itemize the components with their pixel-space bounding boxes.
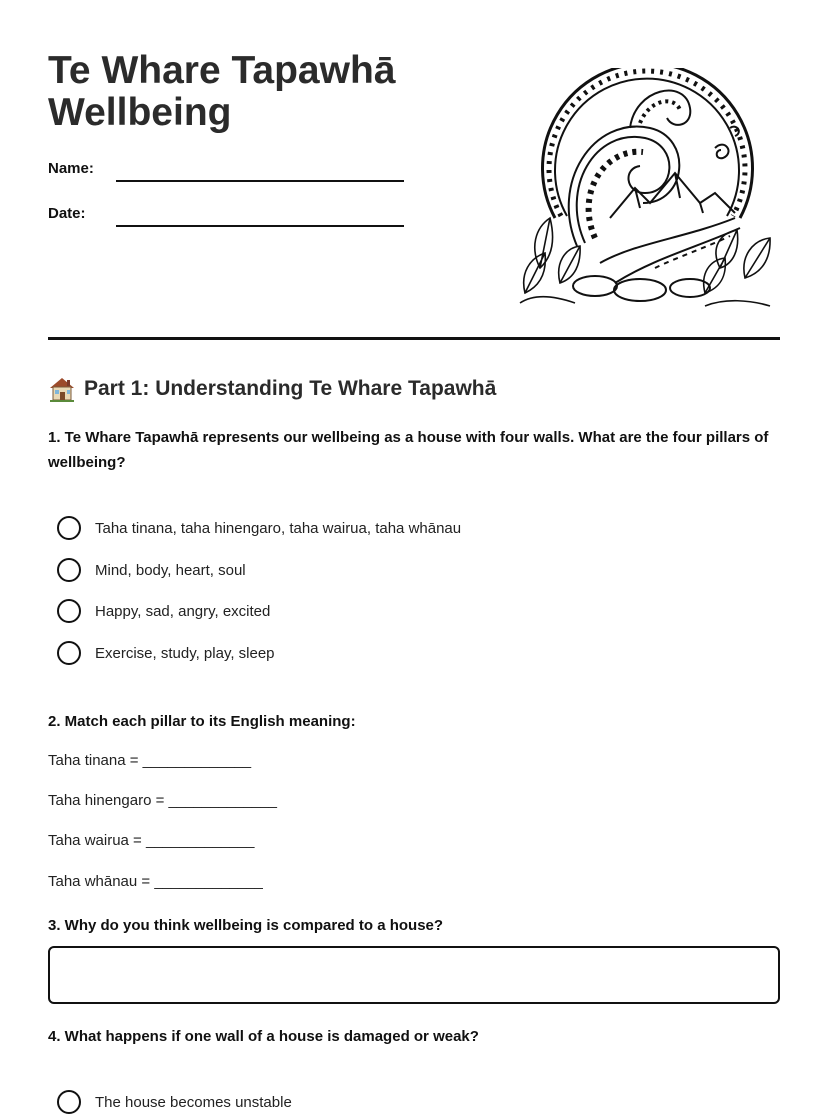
radio-button[interactable] bbox=[57, 516, 81, 540]
option-label: Happy, sad, angry, excited bbox=[95, 602, 271, 620]
question-3: 3. Why do you think wellbeing is compared to a house? bbox=[48, 917, 444, 934]
option-label: Exercise, study, play, sleep bbox=[95, 644, 275, 662]
q4-option-1[interactable] bbox=[57, 1090, 292, 1114]
question-1: 1. Te Whare Tapawhā represents our wellbeing as a house with four walls. What are the four pillars of wellbeing? bbox=[48, 429, 769, 471]
section-divider bbox=[48, 337, 780, 340]
title-line-2: Wellbeing bbox=[48, 91, 232, 134]
page-title bbox=[48, 50, 468, 134]
q1-option-2[interactable] bbox=[57, 558, 246, 582]
radio-button[interactable] bbox=[57, 641, 81, 665]
house-icon bbox=[48, 375, 76, 403]
question-2: 2. Match each pillar to its English meaning: bbox=[48, 713, 356, 730]
option-label: Mind, body, heart, soul bbox=[95, 561, 246, 579]
match-item-hinengaro[interactable]: Taha hinengaro = _____________ bbox=[48, 792, 277, 809]
part1-heading bbox=[48, 375, 496, 403]
part1-title: Part 1: Understanding Te Whare Tapawhā bbox=[84, 377, 497, 400]
name-label: Name: bbox=[48, 160, 94, 177]
radio-button[interactable] bbox=[57, 599, 81, 623]
date-field[interactable] bbox=[116, 225, 404, 227]
question-4: 4. What happens if one wall of a house is damaged or weak? bbox=[48, 1028, 479, 1045]
koru-landscape-illustration bbox=[515, 68, 775, 308]
radio-button[interactable] bbox=[57, 558, 81, 582]
q3-answer-box[interactable] bbox=[48, 946, 780, 1004]
option-label: The house becomes unstable bbox=[95, 1093, 292, 1111]
match-item-wairua[interactable]: Taha wairua = _____________ bbox=[48, 832, 255, 849]
match-item-whanau[interactable]: Taha whānau = _____________ bbox=[48, 873, 263, 890]
q1-option-3[interactable] bbox=[57, 599, 270, 623]
name-field[interactable] bbox=[116, 180, 404, 182]
date-label: Date: bbox=[48, 205, 86, 222]
q1-option-1[interactable] bbox=[57, 516, 461, 540]
option-label: Taha tinana, taha hinengaro, taha wairua, taha whānau bbox=[95, 519, 462, 537]
title-line-1: Te Whare Tapawhā bbox=[48, 49, 396, 92]
radio-button[interactable] bbox=[57, 1090, 81, 1114]
match-item-tinana[interactable]: Taha tinana = _____________ bbox=[48, 752, 252, 769]
q1-option-4[interactable] bbox=[57, 641, 275, 665]
